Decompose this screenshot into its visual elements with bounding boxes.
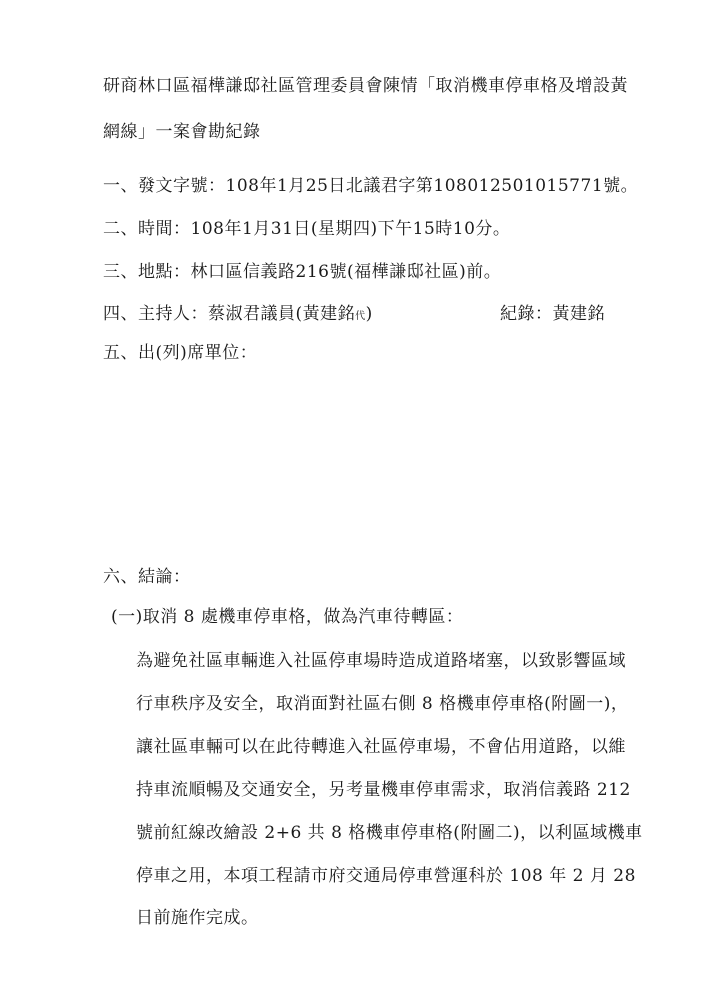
document-title-line-1: 研商林口區福樺謙邸社區管理委員會陳情「取消機車停車格及增設黃: [103, 76, 628, 96]
item-time: 二、時間：108年1月31日(星期四)下午15時10分。: [103, 219, 511, 239]
item-attendees: 五、出(列)席單位：: [103, 343, 258, 363]
item-recorder: 紀錄：黃建銘: [500, 304, 605, 324]
conclusion-paragraph-line: 持車流順暢及交通安全，另考量機車停車需求，取消信義路 212: [136, 780, 631, 800]
conclusion-paragraph-line: 行車秩序及安全，取消面對社區右側 8 格機車停車格(附圖一)，: [136, 694, 629, 714]
item-host-proxy-mark: 代: [355, 311, 366, 322]
item-document-number: 一、發文字號：108年1月25日北議君字第108012501015771號。: [103, 176, 639, 196]
conclusion-sub1-heading: (一)取消 8 處機車停車格，做為汽車待轉區：: [111, 607, 464, 627]
item-location: 三、地點：林口區信義路216號(福樺謙邸社區)前。: [103, 262, 502, 282]
conclusion-paragraph-line: 日前施作完成。: [136, 908, 259, 928]
conclusion-paragraph-line: 停車之用，本項工程請市府交通局停車營運科於 108 年 2 月 28: [136, 866, 636, 886]
conclusion-paragraph-line: 讓社區車輛可以在此待轉進入社區停車場，不會佔用道路，以維: [136, 737, 626, 757]
conclusion-heading: 六、結論：: [103, 567, 191, 587]
conclusion-paragraph-line: 號前紅線改繪設 2+6 共 8 格機車停車格(附圖二)，以利區域機車: [136, 823, 643, 843]
item-host: [103, 303, 373, 328]
item-host-text: 四、主持人：蔡淑君議員(黃建銘: [103, 304, 356, 324]
document-title-line-2: 網線」一案會勘紀錄: [103, 122, 261, 142]
conclusion-paragraph-line: 為避免社區車輛進入社區停車場時造成道路堵塞，以致影響區域: [136, 651, 626, 671]
item-host-close: ): [365, 304, 373, 324]
